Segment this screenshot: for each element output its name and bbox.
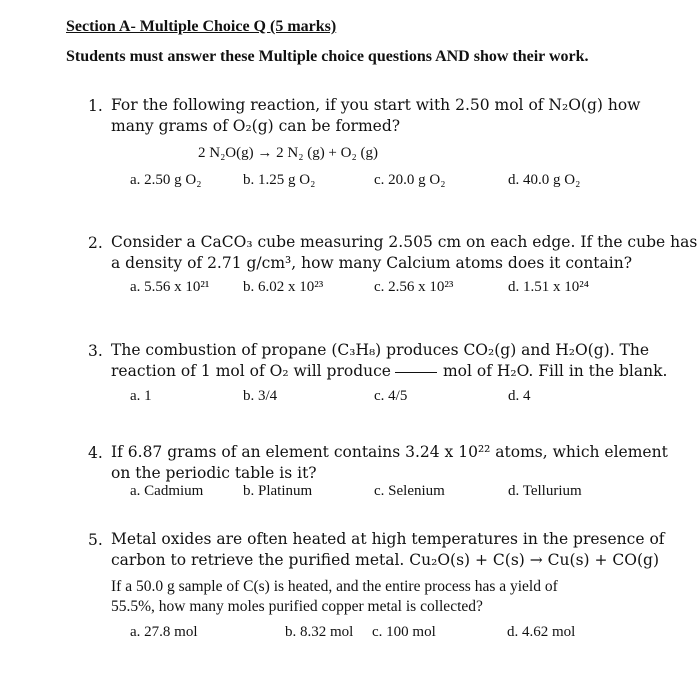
question-2-option-a: a. 5.56 x 10²¹ xyxy=(130,279,210,295)
question-3-option-c: c. 4/5 xyxy=(374,388,408,404)
question-1-option-a: a. 2.50 g O₂ xyxy=(130,172,202,188)
question-3-line-2 xyxy=(111,361,667,382)
question-5-option-d: d. 4.62 mol xyxy=(507,624,576,640)
question-3-line-2-before: reaction of 1 mol of O₂ will produce xyxy=(111,362,391,380)
question-1-line-2: many grams of O₂(g) can be formed? xyxy=(111,117,401,135)
question-3-line-1: The combustion of propane (C₃H₈) produces CO₂(g) and H₂O(g). The xyxy=(111,341,650,359)
question-1-option-c: c. 20.0 g O₂ xyxy=(374,172,446,188)
question-3-line-2-after: mol of H₂O. Fill in the blank. xyxy=(442,362,668,380)
question-1-option-d: d. 40.0 g O₂ xyxy=(508,172,581,188)
question-4-line-1: If 6.87 grams of an element contains 3.24 x 10²² atoms, which element xyxy=(111,443,668,461)
question-4-number: 4. xyxy=(88,444,103,462)
question-5-line-4: 55.5%, how many moles purified copper metal is collected? xyxy=(111,598,483,615)
question-4-option-a: a. Cadmium xyxy=(130,483,204,499)
question-5-option-b: b. 8.32 mol xyxy=(285,624,354,640)
question-3-option-b: b. 3/4 xyxy=(243,388,278,404)
question-4-line-2: on the periodic table is it? xyxy=(111,464,317,482)
question-4-option-d: d. Tellurium xyxy=(508,483,582,499)
section-title: Section A- Multiple Choice Q (5 marks) xyxy=(66,18,337,35)
question-4-option-b: b. Platinum xyxy=(243,483,313,499)
question-5-line-1: Metal oxides are often heated at high temperatures in the presence of xyxy=(111,530,665,548)
question-2-number: 2. xyxy=(88,234,103,252)
instructions: Students must answer these Multiple choice questions AND show their work. xyxy=(66,48,589,65)
question-3-option-d: d. 4 xyxy=(508,388,531,404)
fill-in-blank xyxy=(395,371,437,373)
question-5-line-2: carbon to retrieve the purified metal. Cu₂O(s) + C(s) → Cu(s) + CO(g) xyxy=(111,551,660,569)
question-3-number: 3. xyxy=(88,342,103,360)
question-2-option-c: c. 2.56 x 10²³ xyxy=(374,279,454,295)
question-5-line-3: If a 50.0 g sample of C(s) is heated, and the entire process has a yield of xyxy=(111,578,558,595)
question-1-option-b: b. 1.25 g O₂ xyxy=(243,172,316,188)
question-5-option-a: a. 27.8 mol xyxy=(130,624,198,640)
question-5-option-c: c. 100 mol xyxy=(372,624,436,640)
question-2-option-d: d. 1.51 x 10²⁴ xyxy=(508,279,589,295)
question-3-option-a: a. 1 xyxy=(130,388,152,404)
question-2-option-b: b. 6.02 x 10²³ xyxy=(243,279,324,295)
question-4-option-c: c. Selenium xyxy=(374,483,445,499)
question-1-number: 1. xyxy=(88,97,103,115)
question-2-line-1: Consider a CaCO₃ cube measuring 2.505 cm on each edge. If the cube has xyxy=(111,233,698,251)
question-5-number: 5. xyxy=(88,531,103,549)
question-2-line-2: a density of 2.71 g/cm³, how many Calcium atoms does it contain? xyxy=(111,254,633,272)
question-1-line-1: For the following reaction, if you start with 2.50 mol of N₂O(g) how xyxy=(111,96,641,114)
question-1-equation: 2 N₂O(g) → 2 N₂ (g) + O₂ (g) xyxy=(198,145,378,161)
